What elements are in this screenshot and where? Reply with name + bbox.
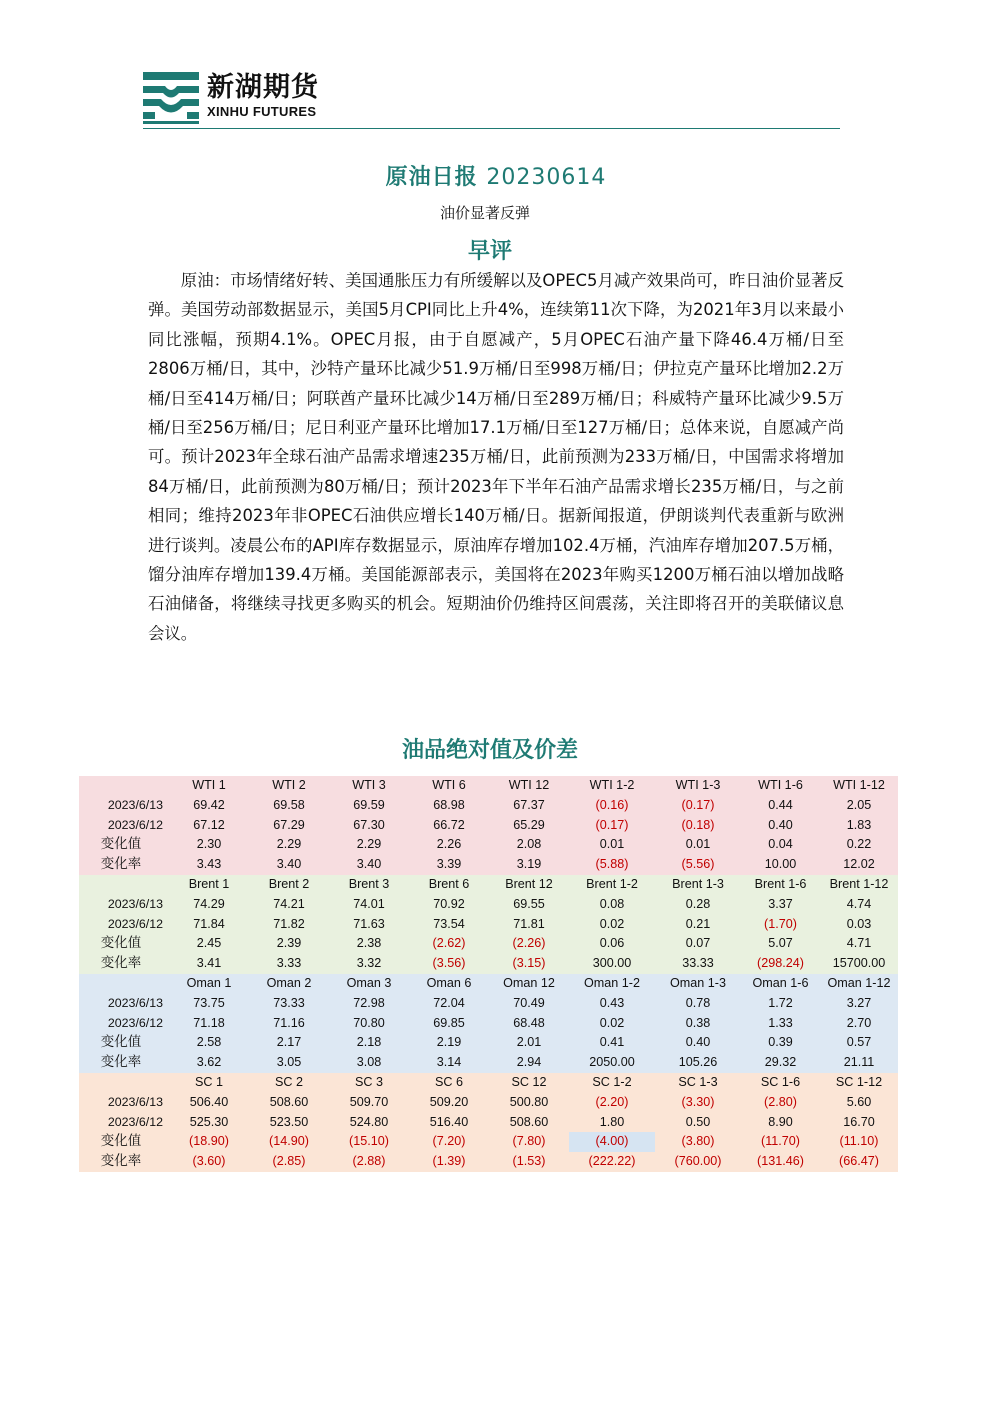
row-label: 2023/6/12 xyxy=(79,1014,169,1034)
column-header: Oman 3 xyxy=(329,974,409,994)
table-cell: (2.62) xyxy=(409,934,489,954)
table-cell: (0.17) xyxy=(569,816,655,836)
table-cell: 71.16 xyxy=(249,1014,329,1034)
column-header: WTI 12 xyxy=(489,776,569,796)
table-cell: 3.62 xyxy=(169,1053,249,1073)
table-cell: 74.29 xyxy=(169,895,249,915)
table-cell: 0.01 xyxy=(655,835,741,855)
table-cell: 2.39 xyxy=(249,934,329,954)
column-header: SC 1 xyxy=(169,1073,249,1093)
table-cell: 16.70 xyxy=(820,1113,898,1133)
table-cell: 0.28 xyxy=(655,895,741,915)
table-cell: 506.40 xyxy=(169,1093,249,1113)
table-cell: (760.00) xyxy=(655,1152,741,1172)
column-header: Brent 12 xyxy=(489,875,569,895)
table-corner-cell xyxy=(79,1073,169,1093)
table-cell: 71.82 xyxy=(249,915,329,935)
table-cell: 72.98 xyxy=(329,994,409,1014)
table-cell: 1.80 xyxy=(569,1113,655,1133)
xinhu-wave-logo-icon xyxy=(143,72,199,124)
column-header: Oman 1-2 xyxy=(569,974,655,994)
table-cell: 68.48 xyxy=(489,1014,569,1034)
table-cell: 0.04 xyxy=(741,835,820,855)
table-cell: 74.21 xyxy=(249,895,329,915)
column-header: Brent 1-6 xyxy=(741,875,820,895)
table-cell: 3.37 xyxy=(741,895,820,915)
table-cell: 5.60 xyxy=(820,1093,898,1113)
column-header: WTI 2 xyxy=(249,776,329,796)
table-row xyxy=(79,895,898,915)
table-cell: 3.08 xyxy=(329,1053,409,1073)
header-divider xyxy=(143,128,840,129)
row-label: 2023/6/12 xyxy=(79,1113,169,1133)
table-cell: 12.02 xyxy=(820,855,898,875)
table-cell: 2.58 xyxy=(169,1033,249,1053)
table-cell: 29.32 xyxy=(741,1053,820,1073)
table-cell: (131.46) xyxy=(741,1152,820,1172)
column-header: Brent 1-3 xyxy=(655,875,741,895)
table-cell: 66.72 xyxy=(409,816,489,836)
table-cell: 70.49 xyxy=(489,994,569,1014)
table-cell: 2.26 xyxy=(409,835,489,855)
column-header: WTI 1-12 xyxy=(820,776,898,796)
column-header: WTI 1 xyxy=(169,776,249,796)
column-header: Oman 2 xyxy=(249,974,329,994)
table-cell: 10.00 xyxy=(741,855,820,875)
table-cell: 72.04 xyxy=(409,994,489,1014)
table-cell: 300.00 xyxy=(569,954,655,974)
table-header-row-wti xyxy=(79,776,898,796)
table-cell: (3.80) xyxy=(655,1132,741,1152)
table-corner-cell xyxy=(79,776,169,796)
table-cell: (0.16) xyxy=(569,796,655,816)
table-cell: (11.70) xyxy=(741,1132,820,1152)
table-cell: 516.40 xyxy=(409,1113,489,1133)
table-cell: 0.38 xyxy=(655,1014,741,1034)
table-cell: 70.92 xyxy=(409,895,489,915)
table-row xyxy=(79,1113,898,1133)
table-cell: (3.15) xyxy=(489,954,569,974)
table-cell: 3.32 xyxy=(329,954,409,974)
table-cell: 5.07 xyxy=(741,934,820,954)
table-cell: 3.33 xyxy=(249,954,329,974)
table-cell: 3.43 xyxy=(169,855,249,875)
column-header: Oman 6 xyxy=(409,974,489,994)
table-cell: 524.80 xyxy=(329,1113,409,1133)
row-label: 变化值 xyxy=(79,1033,169,1053)
report-subtitle: 油价显著反弹 xyxy=(439,204,530,222)
row-label: 变化率 xyxy=(79,954,169,974)
table-cell: 8.90 xyxy=(741,1113,820,1133)
table-row xyxy=(79,1053,898,1073)
table-cell: (14.90) xyxy=(249,1132,329,1152)
table-cell: 1.72 xyxy=(741,994,820,1014)
table-row xyxy=(79,1033,898,1053)
company-name-en: XINHU FUTURES xyxy=(207,104,317,119)
table-cell: 2.05 xyxy=(820,796,898,816)
table-cell: 2.29 xyxy=(329,835,409,855)
table-cell: (1.53) xyxy=(489,1152,569,1172)
table-cell: (3.56) xyxy=(409,954,489,974)
table-corner-cell xyxy=(79,974,169,994)
table-cell: 500.80 xyxy=(489,1093,569,1113)
table-cell: 0.22 xyxy=(820,835,898,855)
table-cell: 2.94 xyxy=(489,1053,569,1073)
table-cell: 3.40 xyxy=(329,855,409,875)
table-cell: (7.20) xyxy=(409,1132,489,1152)
table-cell: 69.42 xyxy=(169,796,249,816)
column-header: SC 1-6 xyxy=(741,1073,820,1093)
table-cell: 3.40 xyxy=(249,855,329,875)
table-row xyxy=(79,855,898,875)
table-cell: 0.02 xyxy=(569,915,655,935)
table-cell: 2.19 xyxy=(409,1033,489,1053)
table-cell: 69.59 xyxy=(329,796,409,816)
column-header: WTI 6 xyxy=(409,776,489,796)
table-cell: 0.39 xyxy=(741,1033,820,1053)
table-cell: (15.10) xyxy=(329,1132,409,1152)
table-cell: 67.37 xyxy=(489,796,569,816)
table-cell: 3.27 xyxy=(820,994,898,1014)
table-cell: 73.54 xyxy=(409,915,489,935)
column-header: SC 1-12 xyxy=(820,1073,898,1093)
column-header: SC 12 xyxy=(489,1073,569,1093)
table-cell: 69.55 xyxy=(489,895,569,915)
table-cell: (2.80) xyxy=(741,1093,820,1113)
table-header-row-brent xyxy=(79,875,898,895)
table-cell: 509.70 xyxy=(329,1093,409,1113)
column-header: WTI 1-3 xyxy=(655,776,741,796)
table-row xyxy=(79,934,898,954)
table-cell: 2.08 xyxy=(489,835,569,855)
table-row xyxy=(79,835,898,855)
table-cell: 2.30 xyxy=(169,835,249,855)
table-row xyxy=(79,994,898,1014)
table-cell: (5.88) xyxy=(569,855,655,875)
table-cell: 0.43 xyxy=(569,994,655,1014)
table-cell: 3.19 xyxy=(489,855,569,875)
row-label: 2023/6/13 xyxy=(79,796,169,816)
table-cell: 0.40 xyxy=(741,816,820,836)
section-heading-table: 油品绝对值及价差 xyxy=(401,738,578,763)
row-label: 变化率 xyxy=(79,1152,169,1172)
column-header: Oman 1-6 xyxy=(741,974,820,994)
table-cell: 73.33 xyxy=(249,994,329,1014)
table-cell: (0.18) xyxy=(655,816,741,836)
table-row xyxy=(79,796,898,816)
row-label: 2023/6/13 xyxy=(79,1093,169,1113)
table-cell: 33.33 xyxy=(655,954,741,974)
column-header: Brent 3 xyxy=(329,875,409,895)
table-cell: 3.05 xyxy=(249,1053,329,1073)
table-cell: 0.08 xyxy=(569,895,655,915)
table-cell: 508.60 xyxy=(489,1113,569,1133)
table-cell: 71.63 xyxy=(329,915,409,935)
column-header: Brent 1 xyxy=(169,875,249,895)
table-cell: 3.14 xyxy=(409,1053,489,1073)
table-cell: 4.71 xyxy=(820,934,898,954)
section-heading-commentary: 早评 xyxy=(467,239,512,264)
table-cell: 0.40 xyxy=(655,1033,741,1053)
column-header: WTI 3 xyxy=(329,776,409,796)
table-cell: (2.26) xyxy=(489,934,569,954)
table-cell: (222.22) xyxy=(569,1152,655,1172)
row-label: 2023/6/12 xyxy=(79,816,169,836)
table-cell: (7.80) xyxy=(489,1132,569,1152)
commentary-body xyxy=(148,266,844,648)
table-cell: (4.00) xyxy=(569,1132,655,1152)
table-cell: 71.18 xyxy=(169,1014,249,1034)
table-cell: 1.33 xyxy=(741,1014,820,1034)
table-cell: 67.30 xyxy=(329,816,409,836)
table-cell: 0.78 xyxy=(655,994,741,1014)
table-cell: 15700.00 xyxy=(820,954,898,974)
table-cell: 67.29 xyxy=(249,816,329,836)
table-cell: 0.03 xyxy=(820,915,898,935)
report-date: 20230614 xyxy=(486,165,607,190)
table-row xyxy=(79,1152,898,1172)
column-header: Oman 1-12 xyxy=(820,974,898,994)
table-row xyxy=(79,954,898,974)
table-cell: 0.01 xyxy=(569,835,655,855)
row-label: 变化率 xyxy=(79,855,169,875)
table-cell: 2.18 xyxy=(329,1033,409,1053)
table-cell: 2.70 xyxy=(820,1014,898,1034)
table-header-row-oman xyxy=(79,974,898,994)
row-label: 2023/6/12 xyxy=(79,915,169,935)
column-header: SC 6 xyxy=(409,1073,489,1093)
table-header-row-sc xyxy=(79,1073,898,1093)
column-header: Oman 1 xyxy=(169,974,249,994)
table-cell: 0.02 xyxy=(569,1014,655,1034)
table-row xyxy=(79,1132,898,1152)
report-title xyxy=(0,160,992,191)
table-cell: 509.20 xyxy=(409,1093,489,1113)
table-cell: 0.21 xyxy=(655,915,741,935)
table-row xyxy=(79,1014,898,1034)
table-cell: (2.88) xyxy=(329,1152,409,1172)
row-label: 变化率 xyxy=(79,1053,169,1073)
table-cell: 74.01 xyxy=(329,895,409,915)
table-cell: 2.17 xyxy=(249,1033,329,1053)
table-cell: 2.29 xyxy=(249,835,329,855)
table-cell: 2050.00 xyxy=(569,1053,655,1073)
company-name-cn: 新湖期货 xyxy=(207,72,319,103)
table-corner-cell xyxy=(79,875,169,895)
table-cell: 105.26 xyxy=(655,1053,741,1073)
row-label: 2023/6/13 xyxy=(79,994,169,1014)
column-header: Oman 12 xyxy=(489,974,569,994)
table-cell: 2.01 xyxy=(489,1033,569,1053)
company-logo xyxy=(143,72,319,124)
table-cell: 71.81 xyxy=(489,915,569,935)
row-label: 变化值 xyxy=(79,1132,169,1152)
table-cell: 0.50 xyxy=(655,1113,741,1133)
table-cell: 71.84 xyxy=(169,915,249,935)
table-cell: 523.50 xyxy=(249,1113,329,1133)
report-title-text: 原油日报 xyxy=(385,165,478,190)
column-header: Brent 1-12 xyxy=(820,875,898,895)
table-cell: 68.98 xyxy=(409,796,489,816)
table-cell: 4.74 xyxy=(820,895,898,915)
table-cell: 0.06 xyxy=(569,934,655,954)
table-cell: 525.30 xyxy=(169,1113,249,1133)
table-cell: 21.11 xyxy=(820,1053,898,1073)
table-cell: 2.38 xyxy=(329,934,409,954)
table-cell: (11.10) xyxy=(820,1132,898,1152)
table-cell: 0.44 xyxy=(741,796,820,816)
column-header: SC 3 xyxy=(329,1073,409,1093)
table-row xyxy=(79,816,898,836)
column-header: Brent 6 xyxy=(409,875,489,895)
column-header: SC 1-3 xyxy=(655,1073,741,1093)
column-header: SC 1-2 xyxy=(569,1073,655,1093)
table-row xyxy=(79,915,898,935)
column-header: Brent 1-2 xyxy=(569,875,655,895)
table-cell: 0.41 xyxy=(569,1033,655,1053)
table-cell: (2.85) xyxy=(249,1152,329,1172)
table-cell: (3.60) xyxy=(169,1152,249,1172)
oil-price-table xyxy=(79,776,898,1172)
table-cell: 70.80 xyxy=(329,1014,409,1034)
table-cell: (0.17) xyxy=(655,796,741,816)
table-cell: (1.70) xyxy=(741,915,820,935)
commentary-paragraph: 原油：市场情绪好转、美国通胀压力有所缓解以及OPEC5月减产效果尚可，昨日油价显著反弹。美国劳动部数据显示，美国5月CPI同比上升4%，连续第11次下降，为2021年3月以来最小同比涨幅，预期4.1%。OPEC月报，由于自愿减产，5月OPEC石油产量下降46.4万桶/日至2806万桶/日，其中，沙特产量环比减少51.9万桶/日至998万桶/日；伊拉克产量环比增加2.2万桶/日至414万桶/日；阿联酋产量环比减少14万桶/日至289万桶/日；科威特产量环比减少9.5万桶/日至256万桶/日；尼日利亚产量环比增加17.1万桶/日至127万桶/日；总体来说，自愿减产尚可。预计2023年全球石油产品需求增速235万桶/日，此前预测为233万桶/日，中国需求将增加84万桶/日，此前预测为80万桶/日；预计2023年下半年石油产品需求增长235万桶/日，与之前相同；维持2023年非OPEC石油供应增长140万桶/日。据新闻报道，伊朗谈判代表重新与欧洲进行谈判。凌晨公布的API库存数据显示，原油库存增加102.4万桶，汽油库存增加207.5万桶，馏分油库存增加139.4万桶。美国能源部表示，美国将在2023年购买1200万桶石油以增加战略石油储备，将继续寻找更多购买的机会。短期油价仍维持区间震荡，关注即将召开的美联储议息会议。 xyxy=(148,271,844,643)
table-cell: 67.12 xyxy=(169,816,249,836)
table-cell: 65.29 xyxy=(489,816,569,836)
table-cell: 508.60 xyxy=(249,1093,329,1113)
table-cell: (1.39) xyxy=(409,1152,489,1172)
table-cell: (18.90) xyxy=(169,1132,249,1152)
table-cell: 3.41 xyxy=(169,954,249,974)
row-label: 变化值 xyxy=(79,934,169,954)
table-cell: 1.83 xyxy=(820,816,898,836)
table-cell: 0.07 xyxy=(655,934,741,954)
table-cell: 3.39 xyxy=(409,855,489,875)
table-row xyxy=(79,1093,898,1113)
table-cell: (3.30) xyxy=(655,1093,741,1113)
row-label: 2023/6/13 xyxy=(79,895,169,915)
column-header: Oman 1-3 xyxy=(655,974,741,994)
table-cell: 69.58 xyxy=(249,796,329,816)
table-cell: (66.47) xyxy=(820,1152,898,1172)
table-cell: 0.57 xyxy=(820,1033,898,1053)
column-header: WTI 1-2 xyxy=(569,776,655,796)
column-header: Brent 2 xyxy=(249,875,329,895)
table-cell: (298.24) xyxy=(741,954,820,974)
table-cell: 69.85 xyxy=(409,1014,489,1034)
table-cell: (2.20) xyxy=(569,1093,655,1113)
column-header: SC 2 xyxy=(249,1073,329,1093)
row-label: 变化值 xyxy=(79,835,169,855)
table-cell: 2.45 xyxy=(169,934,249,954)
table-cell: (5.56) xyxy=(655,855,741,875)
table-cell: 73.75 xyxy=(169,994,249,1014)
column-header: WTI 1-6 xyxy=(741,776,820,796)
